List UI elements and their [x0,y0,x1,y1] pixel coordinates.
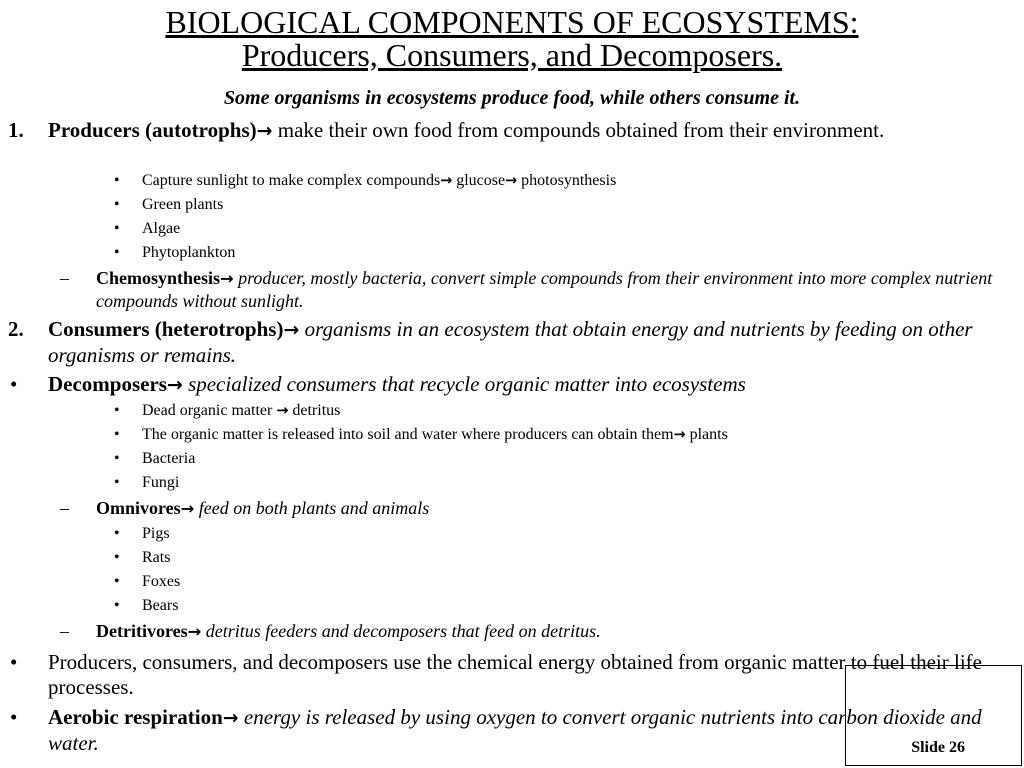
dash-marker: – [60,268,69,288]
arrow-icon: → [222,707,239,729]
arrow-icon: → [440,173,453,189]
bullet-text: Fungi [142,474,180,491]
term-chemosynthesis: Chemosynthesis [96,268,221,288]
slide-number-box [845,665,1022,766]
term-decomposers: Decomposers [48,372,167,396]
dash-marker: – [60,621,69,641]
slide-subtitle: Some organisms in ecosystems produce food, while others consume it. [223,87,801,109]
definition-decomposers: specialized consumers that recycle organic matter into ecosystems [182,372,746,396]
list-item [114,219,1002,239]
definition-omnivores: feed on both plants and animals [194,498,430,518]
bullet-icon: • [114,549,120,566]
list-item [114,243,1002,263]
dash-marker: – [60,498,69,518]
arrow-icon: → [166,374,183,396]
term-omnivores: Omnivores [96,498,181,518]
bullet-icon: • [10,705,18,729]
bullet-text: Phytoplankton [142,244,236,261]
definition-aerobic-respiration: energy is released by using oxygen to convert organic nutrients into carbon dioxide and water. [48,705,982,755]
list-item [114,449,1002,469]
definition-chemosynthesis: producer, mostly bacteria, convert simple compounds from their environment into more complex nutrient compounds without sunlight. [96,268,993,311]
energy-text: Producers, consumers, and decomposers use the chemical energy obtained from organic matter to fuel their life processes. [48,650,982,699]
bullet-text: Algae [142,220,181,237]
bullet-text: Pigs [142,525,170,542]
bullet-icon: • [114,450,120,467]
term-detritivores: Detritivores [96,621,188,641]
list-item-chemosynthesis [60,267,996,312]
arrow-icon: → [505,173,518,189]
definition-producers: make their own food from compounds obtained from their environment. [272,118,885,142]
bullet-icon: • [114,172,120,189]
bullet-icon: • [114,573,120,590]
list-item-detritivores [60,620,996,643]
bullet-text: detritus [288,402,341,419]
arrow-icon: → [283,319,300,341]
bullet-text: Capture sunlight to make complex compounds [142,172,441,189]
bullet-icon: • [114,597,120,614]
list-item [114,171,1002,191]
bullet-icon: • [114,220,120,237]
bullet-text: Bacteria [142,450,196,467]
list-item [114,473,1002,493]
bullet-icon: • [114,244,120,261]
bullet-icon: • [114,402,120,419]
list-item [114,425,1002,445]
slide-number: Slide 26 [911,739,965,756]
title-line-2: Producers, Consumers, and Decomposers. [241,37,783,73]
arrow-icon: → [256,120,273,142]
bullet-icon: • [114,474,120,491]
list-item-producers [8,118,1013,144]
arrow-icon: → [180,499,195,518]
list-item [114,548,1002,568]
list-item [114,572,1002,592]
list-item [114,524,1002,544]
bullet-text: photosynthesis [517,172,617,189]
bullet-icon: • [114,525,120,542]
term-aerobic-respiration: Aerobic respiration [48,705,223,729]
term-producers: Producers (autotrophs) [48,118,257,142]
bullet-text: The organic matter is released into soil and water where producers can obtain them [142,426,674,443]
list-item-omnivores [60,497,996,520]
bullet-text: Bears [142,597,179,614]
bullet-text: Rats [142,549,171,566]
list-item-consumers [8,317,1013,368]
term-consumers: Consumers (heterotrophs) [48,317,284,341]
list-marker: 1. [8,118,24,142]
list-marker: 2. [8,317,24,341]
bullet-text: plants [685,426,728,443]
definition-detritivores: detritus feeders and decomposers that feed on detritus. [201,621,601,641]
title-line-1: BIOLOGICAL COMPONENTS OF ECOSYSTEMS: [165,4,859,40]
bullet-icon: • [114,426,120,443]
bullet-text: Dead organic matter [142,402,277,419]
definition-consumers: organisms in an ecosystem that obtain energy and nutrients by feeding on other organisms or remains. [48,317,973,367]
arrow-icon: → [673,427,686,443]
bullet-text: Green plants [142,196,224,213]
slide-title [0,6,1024,72]
arrow-icon: → [276,403,289,419]
list-item [114,596,1002,616]
bullet-text: Foxes [142,573,181,590]
bullet-icon: • [10,372,18,396]
list-item [114,401,1002,421]
list-item-decomposers [10,372,1013,398]
bullet-text: glucose [452,172,506,189]
arrow-icon: → [187,622,202,641]
bullet-icon: • [10,650,18,674]
arrow-icon: → [220,269,234,288]
bullet-icon: • [114,196,120,213]
list-item [114,195,1002,215]
